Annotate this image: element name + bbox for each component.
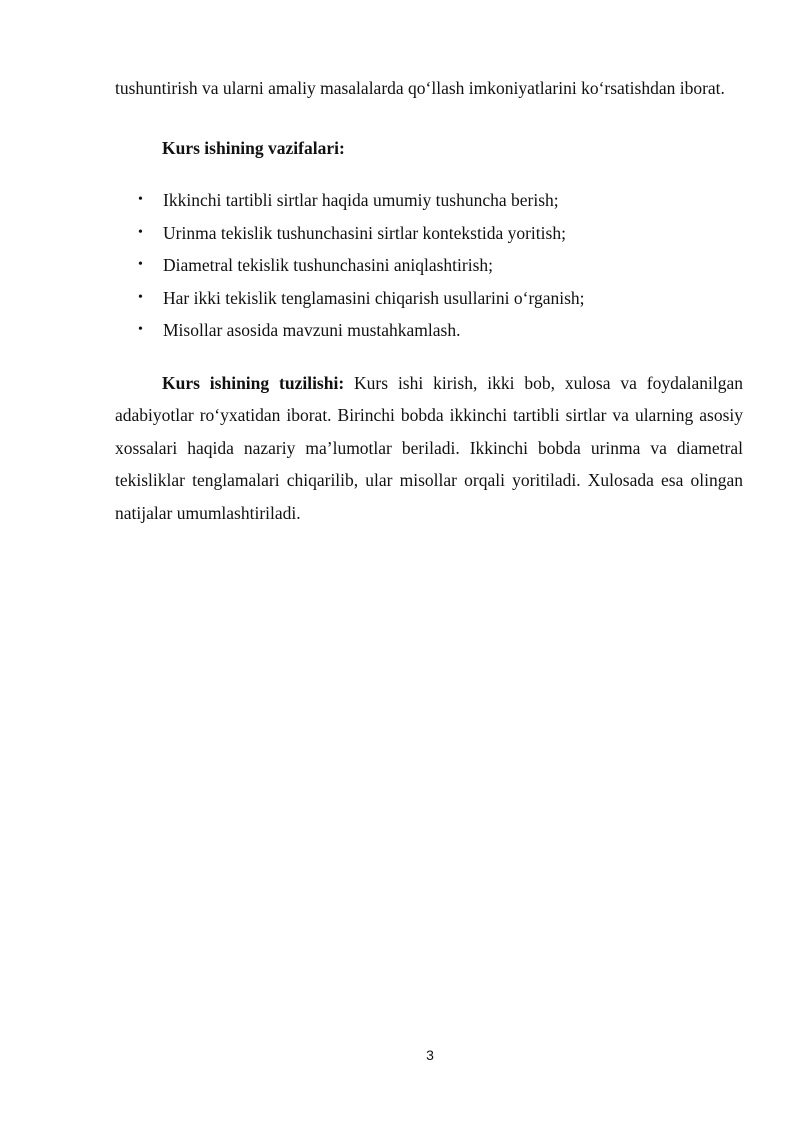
list-item-text: Ikkinchi tartibli sirtlar haqida umumiy tushuncha berish; <box>163 190 559 210</box>
list-item-text: Misollar asosida mavzuni mustahkamlash. <box>163 320 461 340</box>
list-item <box>115 184 743 217</box>
list-item-text: Har ikki tekislik tenglamasini chiqarish usullarini o‘rganish; <box>163 287 585 308</box>
intro-paragraph: tushuntirish va ularni amaliy masalalarda qo‘llash imkoniyatlarini ko‘rsatishdan iborat. <box>115 78 725 98</box>
list-item-text: Diametral tekislik tushunchasini aniqlashtirish; <box>163 255 494 275</box>
bullet-icon: • <box>138 257 143 272</box>
structure-paragraph <box>115 367 743 530</box>
structure-label: Kurs ishining tuzilishi: <box>162 372 345 393</box>
bullet-icon: • <box>138 192 143 207</box>
bullet-icon: • <box>138 289 143 305</box>
tasks-heading: Kurs ishining vazifalari: <box>162 137 345 158</box>
document-page <box>115 72 743 529</box>
bullet-icon: • <box>138 322 143 337</box>
structure-text: Kurs ishi kirish, ikki bob, xulosa va foydalanilgan adabiyotlar ro‘yxatidan iborat. Birinchi bobda ikkinchi tartibli sirtlar va ularning asosiy xossalari haqida nazariy ma’lumotlar beriladi. Ikkinchi bobda urinma va diametral tekisliklar tenglamalari chiqarilib, ular misollar orqali yoritiladi. Xulosada esa olingan natijalar umumlashtiriladi. <box>115 372 743 523</box>
list-item <box>115 282 743 315</box>
list-item <box>115 249 743 282</box>
page-number: 3 <box>426 1047 434 1063</box>
list-item-text: Urinma tekislik tushunchasini sirtlar kontekstida yoritish; <box>163 222 566 243</box>
list-item <box>115 217 743 250</box>
list-item <box>115 314 743 347</box>
bullet-icon: • <box>138 224 143 240</box>
tasks-list <box>115 184 743 347</box>
